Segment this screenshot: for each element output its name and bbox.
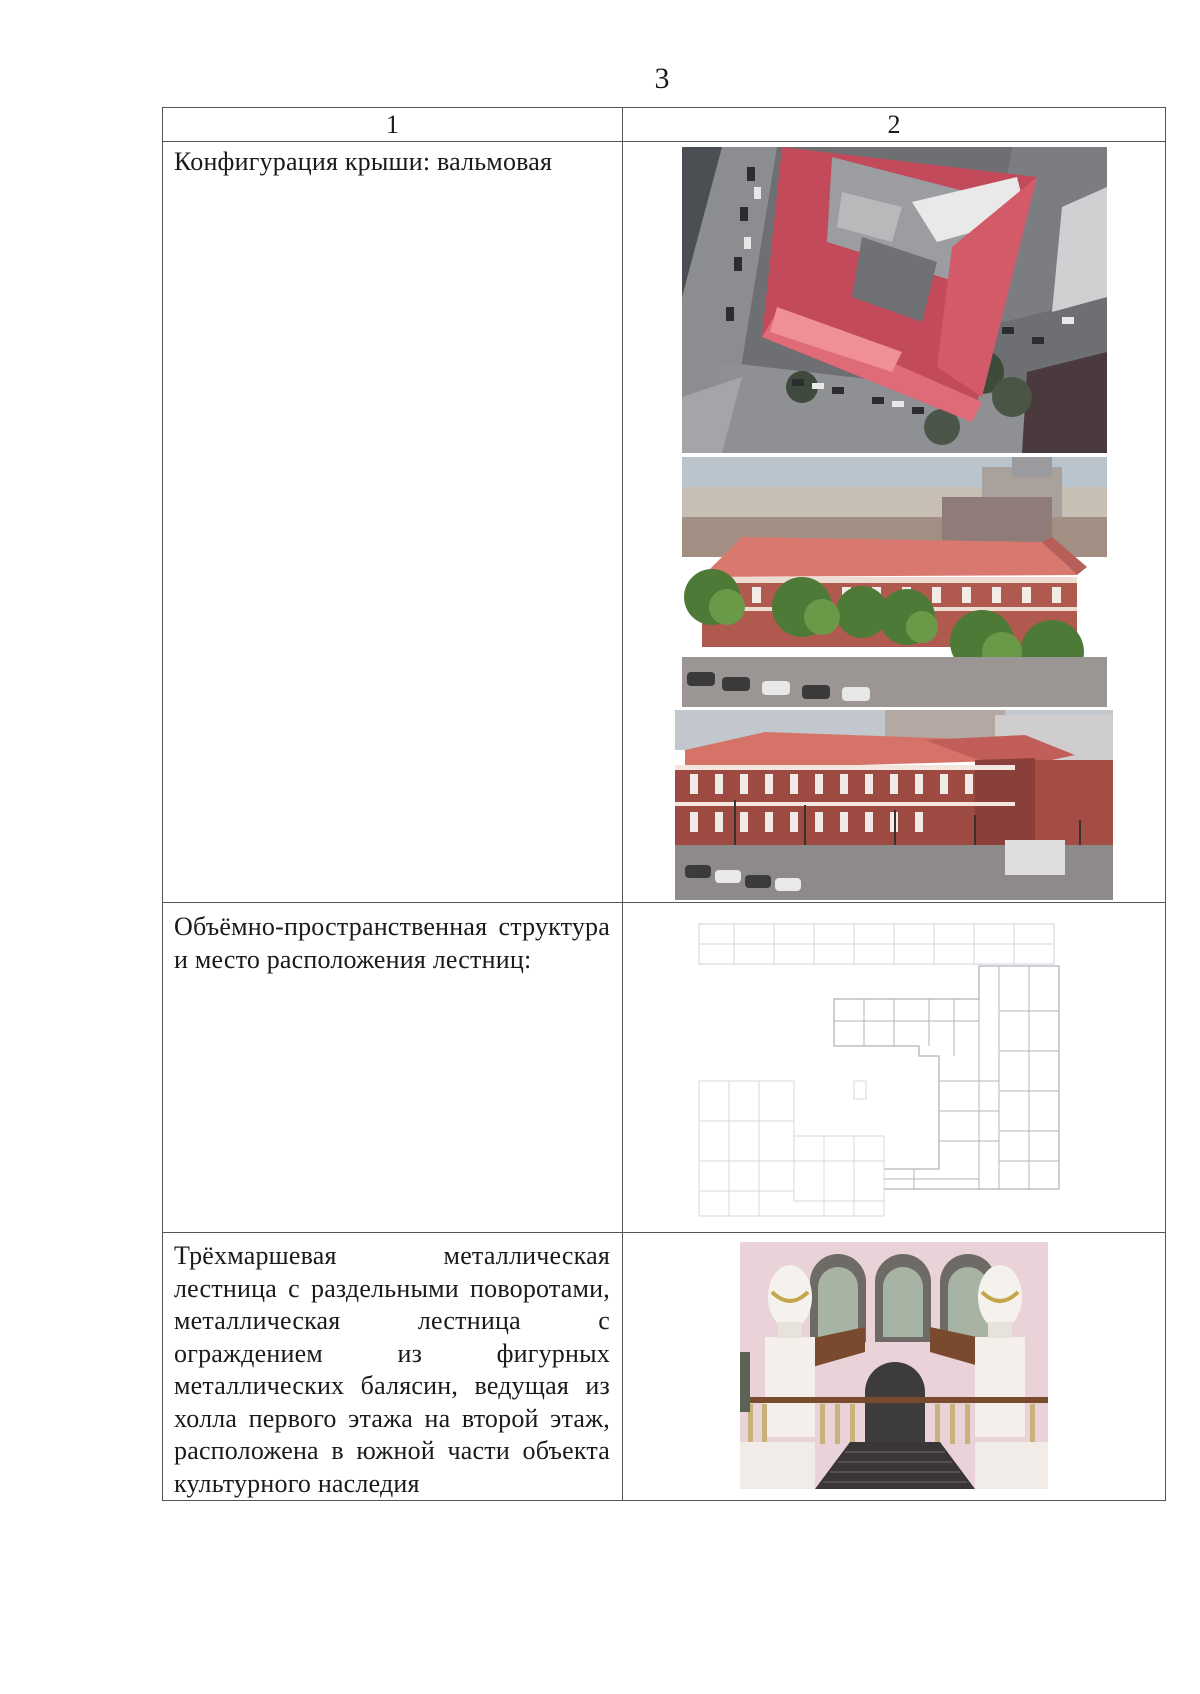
- row-description: Конфигурация крыши: вальмовая: [174, 147, 553, 176]
- table-row: [163, 903, 1166, 1233]
- row-description: Объёмно-пространственная структура и место расположения лестниц:: [174, 912, 610, 974]
- facade-photo-2: [675, 710, 1113, 900]
- header-cell-1: 1: [163, 108, 623, 142]
- row-description: Трёхмаршевая металлическая лестница с раздельными поворотами, металлическая лестница с ограждением из фигурных металлических балясин, ведущая из холла первого этажа на второй этаж, расположена в южной части объекта культурного наследия: [174, 1241, 610, 1498]
- page-number: 3: [654, 62, 670, 95]
- header-cell-2: 2: [623, 108, 1166, 142]
- aerial-roof-photo: [682, 147, 1107, 453]
- table-row: [163, 1233, 1166, 1501]
- properties-table: [162, 107, 1166, 1501]
- floor-plan-drawing: [694, 921, 1094, 1219]
- facade-photo-1: [682, 457, 1107, 707]
- staircase-photo: [740, 1242, 1048, 1489]
- table-header-row: [163, 108, 1166, 142]
- table-row: [163, 142, 1166, 903]
